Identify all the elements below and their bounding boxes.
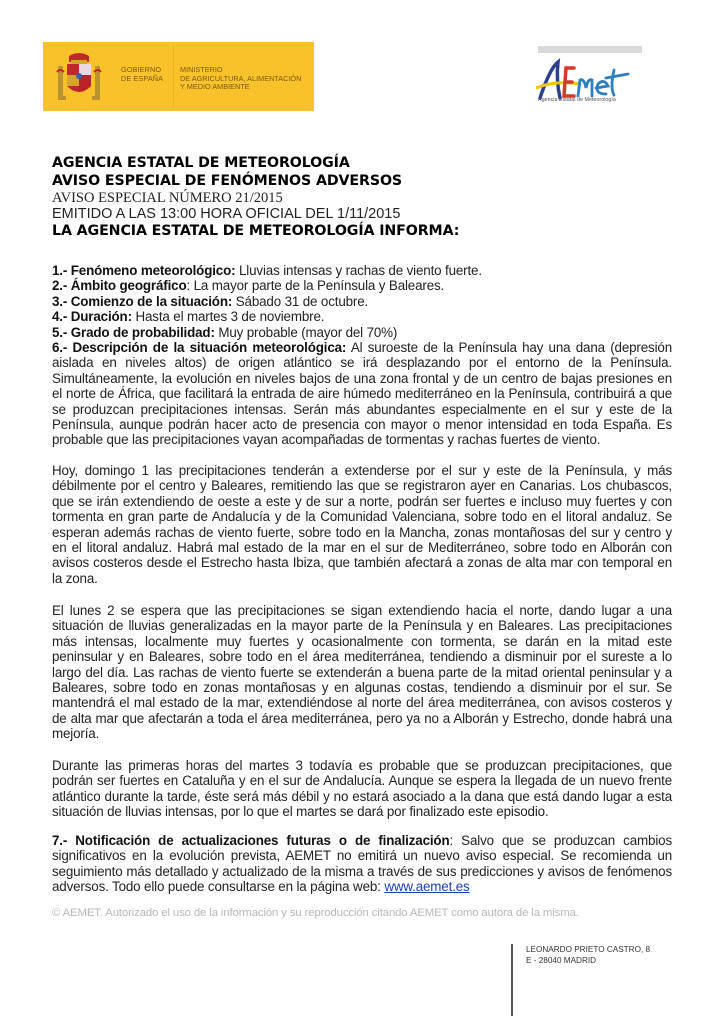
ministry-line1: MINISTERIO xyxy=(180,65,223,74)
item-label: 6.- Descripción de la situación meteorológica: xyxy=(52,340,347,356)
paragraph-sunday: Hoy, domingo 1 las precipitaciones tenderán a extenderse por el sur y este de la Península, y más débilmente por el centro y Baleares, remitiendo las que se registraron ayer en Canarias. Los chubascos, que se irán extendiendo de oeste a este y de sur a norte, podrán ser fuertes e incluso muy fuertes y con tormenta en gran parte de Andalucía y de la Comunidad Valenciana, sobre todo en el litoral andaluz. Se esperan además rachas de viento fuerte, sobre todo en la Mancha, zonas montañosas del sur y centro y en el litoral andaluz. Habrá mal estado de la mar en el sur de Mediterráneo, sobre todo en Alborán con avisos costeros desde el Estrecho hasta Ibiza, que también afectará a zonas de alta mar con temporal en la zona. xyxy=(52,463,672,586)
paragraph-monday: El lunes 2 se espera que las precipitaciones se sigan extendiendo hacia el norte, dando lugar a una situación de lluvias generalizadas en la mayor parte de la Península y en Baleares. Las precipitaciones más intensas, localmente muy fuertes y ocasionalmente con tormenta, se darán en la mitad este peninsular y en Baleares, sobre todo en el área mediterránea, tendiendo a disminuir por el sureste a lo largo del día. Las rachas de viento fuerte se extenderán a buena parte de la mitad oriental peninsular y a Baleares, sobre todo en zonas montañosas y en algunas costas, tendiendo a disminuir por el sur. Se mantendrá el mal estado de la mar, extendiéndose al norte del área mediterránea, con avisos costeros y de alta mar que afectarán a toda el área mediterránea, pero ya no a Alborán y Estrecho, donde habrá una mejoría. xyxy=(52,603,672,742)
address-line1: LEONARDO PRIETO CASTRO, 8 xyxy=(526,945,651,954)
gobierno-line1: GOBIERNO xyxy=(121,65,162,74)
item-text: Muy probable (mayor del 70%) xyxy=(214,324,398,340)
notice-title: AVISO ESPECIAL DE FENÓMENOS ADVERSOS xyxy=(52,172,403,189)
item-text: Hasta el martes 3 de noviembre. xyxy=(131,309,325,325)
item-label: 3.- Comienzo de la situación: xyxy=(52,293,233,309)
items-section xyxy=(52,263,672,448)
gobierno-espana-logo xyxy=(43,42,314,111)
item-probability xyxy=(52,325,672,340)
aemet-website-link[interactable]: www.aemet.es xyxy=(384,879,470,895)
issued-time: EMITIDO A LAS 13:00 HORA OFICIAL DEL 1/11/2015 xyxy=(52,206,401,222)
logo-divider xyxy=(173,46,174,107)
item-duration xyxy=(52,309,672,324)
item-start xyxy=(52,294,672,309)
address-divider xyxy=(511,944,513,1016)
informs-heading: LA AGENCIA ESTATAL DE METEOROLOGÍA INFORMA: xyxy=(52,222,460,239)
address-block xyxy=(526,945,650,966)
item-label: 1.- Fenómeno meteorológico: xyxy=(52,263,236,278)
ministry-label xyxy=(180,66,301,92)
coat-of-arms-icon xyxy=(55,52,103,102)
item-geographic-scope xyxy=(52,278,672,293)
aemet-subtitle: Agencia Estatal de Meteorología xyxy=(538,97,616,103)
copyright-notice: © AEMET. Autorizado el uso de la información y su reproducción citando AEMET como autora de la misma. xyxy=(52,907,579,919)
item-description xyxy=(52,340,672,448)
item-label: 4.- Duración: xyxy=(52,309,132,325)
item-label: 7.- Notificación de actualizaciones futuras o de finalización xyxy=(52,833,450,848)
agency-title: AGENCIA ESTATAL DE METEOROLOGÍA xyxy=(52,155,350,171)
item-text: Al suroeste de la Península hay una dana (depresión aislada en niveles altos) de origen atlántico se irá desplazando por el entorno de la Península. Simultáneamente, la evolución en niveles bajos de una zona frontal y de un centro de bajas presiones en el norte de África, que facilitará la entrada de aire húmedo mediterráneo en la Península, contribuirá a que se produzcan precipitaciones intensas. Serán más abundantes especialmente en el sur y este de la Península, aunque podrán hacer acto de presencia con mayor o menor intensidad en toda España. Es probable que las precipitaciones vayan acompañadas de tormentas y rachas fuertes de viento. xyxy=(52,340,672,448)
notice-number: AVISO ESPECIAL NÚMERO 21/2015 xyxy=(52,190,283,206)
paragraph-tuesday: Durante las primeras horas del martes 3 todavía es probable que se produzcan precipitaciones, que podrán ser fuertes en Cataluña y en el sur de Andalucía. Aunque se espera la llegada de un nuevo frente atlántico durante la tarde, éste será más débil y no estará asociado a la dana que está dando lugar a esta situación de lluvias intensas, por lo que el martes se dará por finalizado este episodio. xyxy=(52,758,672,820)
aemet-header-bar xyxy=(538,46,642,53)
item-phenomenon xyxy=(52,263,672,278)
item-text: : La mayor parte de la Península y Baleares. xyxy=(186,278,445,294)
ministry-line2: DE AGRICULTURA, ALIMENTACIÓN xyxy=(180,73,302,83)
gobierno-line2: DE ESPAÑA xyxy=(121,73,164,83)
ministry-line3: Y MEDIO AMBIENTE xyxy=(180,82,250,92)
title-block xyxy=(52,155,459,240)
item-text: Lluvias intensas y rachas de viento fuerte. xyxy=(235,263,482,278)
item-text: : Salvo que se produzcan cambios significativos en la evolución prevista, AEMET no emitirá un nuevo aviso especial. Se recomienda un seguimiento más detallado y actualizado de la misma a través de sus predicciones y avisos de fenómenos adversos. Todo ello puede consultarse en la página web: xyxy=(52,833,672,895)
address-line2: E - 28040 MADRID xyxy=(526,955,597,965)
item-label: 2.- Ámbito geográfico xyxy=(52,278,187,294)
item-label: 5.- Grado de probabilidad: xyxy=(52,324,215,340)
gobierno-label xyxy=(121,66,163,83)
item-notification xyxy=(52,833,672,895)
item-text: Sábado 31 de octubre. xyxy=(232,293,369,309)
